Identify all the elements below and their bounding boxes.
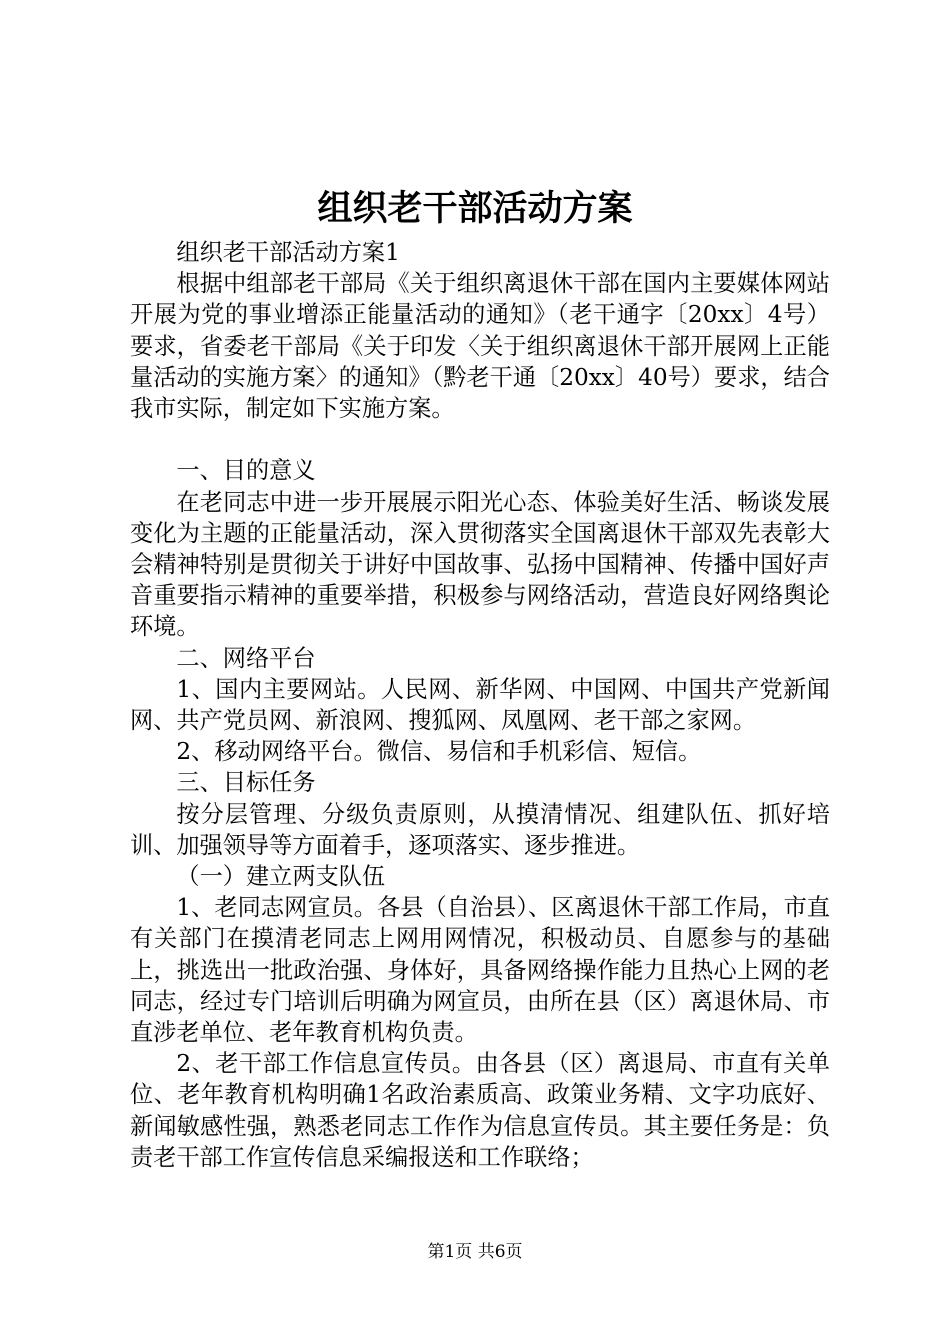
paragraph: 在老同志中进一步开展展示阳光心态、体验美好生活、畅谈发展变化为主题的正能量活动，深入贯彻落实全国离退休干部双先表彰大会精神特别是贯彻关于讲好中国故事、弘扬中国精神、传播中国好声音重要指示精神的重要举措，积极参与网络活动，营造良好网络舆论环境。 [130,488,830,641]
page-footer: 第1页 共6页 [427,1242,523,1262]
paragraph: 2、移动网络平台。微信、易信和手机彩信、短信。 [176,738,702,766]
subsection-heading: （一）建立两支队伍 [176,863,386,891]
section-heading: 二、网络平台 [176,644,316,672]
paragraph: 根据中组部老干部局《关于组织离退休干部在国内主要媒体网站开展为党的事业增添正能量活动的通知》（老干通字〔20xx〕4号）要求，省委老干部局《关于印发〈关于组织离退休干部开展网上正能量活动的实施方案〉的通知》（黔老干通〔20xx〕40号）要求，结合我市实际，制定如下实施方案。 [130,270,830,423]
paragraph: 1、老同志网宣员。各县（自治县）、区离退休干部工作局，市直有关部门在摸清老同志上网用网情况，积极动员、自愿参与的基础上，挑选出一批政治强、身体好，具备网络操作能力且热心上网的老同志，经过专门培训后明确为网宣员，由所在县（区）离退休局、市直涉老单位、老年教育机构负责。 [130,894,830,1047]
section-heading: 三、目标任务 [176,769,316,797]
paragraph: 2、老干部工作信息宣传员。由各县（区）离退局、市直有关单位、老年教育机构明确1名政治素质高、政策业务精、文字功底好、新闻敏感性强，熟悉老同志工作作为信息宣传员。其主要任务是：负责老干部工作宣传信息采编报送和工作联络； [130,1050,830,1171]
document-body [130,237,830,1173]
paragraph: 组织老干部活动方案1 [176,239,400,266]
document-title: 组织老干部活动方案 [317,188,633,229]
paragraph: 1、国内主要网站。人民网、新华网、中国网、中国共产党新闻网、共产党员网、新浪网、搜狐网、凤凰网、老干部之家网。 [130,675,830,735]
section-heading: 一、目的意义 [176,457,316,485]
paragraph: 按分层管理、分级负责原则，从摸清情况、组建队伍、抓好培训、加强领导等方面着手，逐项落实、逐步推进。 [130,800,830,859]
